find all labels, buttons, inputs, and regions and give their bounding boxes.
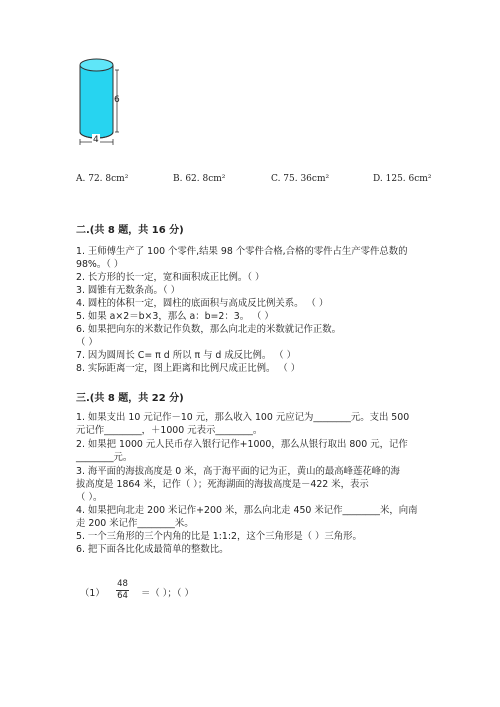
s3-line: 走 200 米记作________米。: [76, 518, 194, 529]
s3-line: 3. 海平面的海拔高度是 0 米，高于海平面的记为正，黄山的最高峰莲花峰的海: [76, 466, 400, 477]
s2-line: 8. 实际距离一定，图上距离和比例尺成正比例。 （ ）: [76, 363, 301, 374]
fraction-numerator: 48: [117, 579, 128, 589]
s3-line: 6. 把下面各比化成最简单的整数比。: [76, 544, 229, 555]
option-c: C. 75. 36cm²: [271, 174, 330, 184]
s2-line: （ ）: [76, 337, 98, 348]
s2-line: 4. 圆柱的体积一定，圆柱的底面积与高成反比例关系。 （ ）: [76, 298, 329, 309]
width-label: 4: [93, 135, 99, 145]
s3-line: 1. 如果支出 10 元记作－10 元，那么收入 100 元应记为________元。支出 500: [76, 412, 410, 423]
section-3-title: 三.(共 8 题，共 22 分): [76, 393, 184, 404]
s2-line: 7. 因为圆周长 C= π d 所以 π 与 d 成反比例。 （ ）: [76, 350, 296, 361]
option-d: D. 125. 6cm²: [373, 174, 432, 184]
option-b: B. 62. 8cm²: [173, 174, 226, 184]
s3-line: ________元。: [76, 452, 133, 463]
s2-line: 98%。（ ）: [76, 259, 124, 270]
s2-line: 2. 长方形的长一定，宽和面积成正比例。（ ）: [76, 272, 265, 283]
s3-line: 拔高度是 1864 米，记作（ ）；死海湖面的海拔高度是－422 米，表示: [76, 479, 369, 490]
fraction: [116, 580, 129, 601]
height-label: 6: [114, 95, 120, 105]
ratio-item-answer: ＝（ ）；（ ）: [141, 588, 194, 599]
fraction-denominator: 64: [117, 591, 128, 601]
s3-line: 元记作________，＋1000 元表示________。: [76, 425, 263, 436]
s2-line: 3. 圆锥有无数条高。（ ）: [76, 285, 180, 296]
s3-line: 5. 一个三角形的三个内角的比是 1:1:2，这个三角形是（ ）三角形。: [76, 531, 362, 542]
cylinder-figure: [72, 56, 132, 148]
option-a: A. 72. 8cm²: [76, 174, 129, 184]
s2-line: 5. 如果 a×2＝b×3，那么 a：b=2：3。 （ ）: [76, 311, 274, 322]
section-2-title: 二.(共 8 题，共 16 分): [76, 225, 184, 236]
s3-line: 4. 如果把向北走 200 米记作+200 米，那么向北走 450 米记作________米，向南: [76, 505, 418, 516]
s3-line: 2. 如果把 1000 元人民币存入银行记作+1000，那么从银行取出 800 元，记作: [76, 439, 408, 450]
s2-line: 1. 王师傅生产了 100 个零件,结果 98 个零件合格,合格的零件占生产零件总数的: [76, 246, 408, 257]
s2-line: 6. 如果把向东的米数记作负数，那么向北走的米数就记作正数。: [76, 324, 342, 335]
s3-line: （ ）。: [76, 492, 103, 503]
ratio-item-label: （1）: [80, 588, 105, 599]
